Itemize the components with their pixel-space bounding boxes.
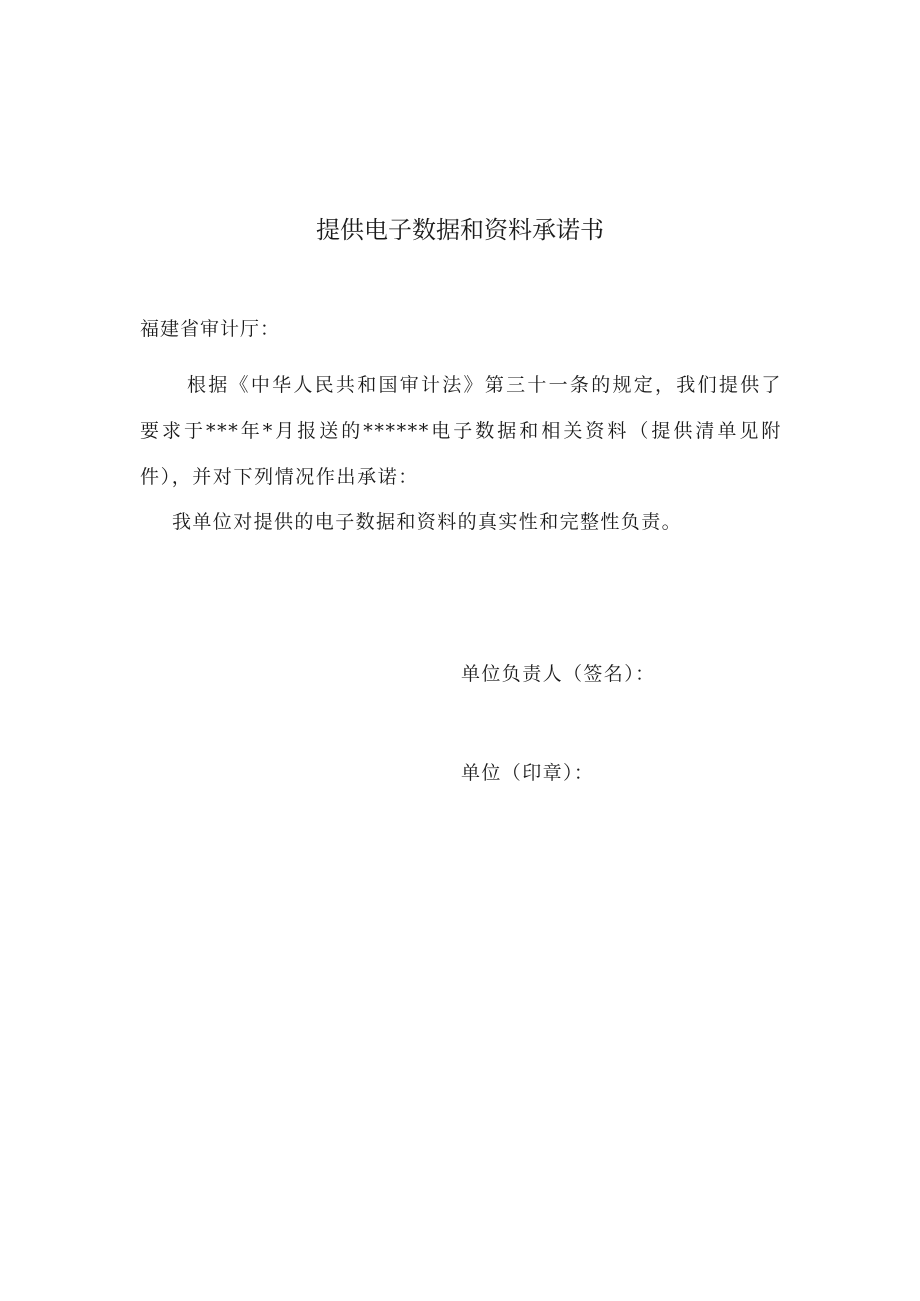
signature-seal-label: 单位（印章）： [461,762,595,784]
document-title: 提供电子数据和资料承诺书 [316,216,604,244]
body-paragraph-1: 根据《中华人民共和国审计法》第三十一条的规定，我们提供了要求于***年*月报送的******电子数据和相关资料（提供清单见附件），并对下列情况作出承诺： [140,374,782,488]
salutation: 福建省审计厅： [140,318,281,340]
signature-person-label: 单位负责人（签名）： [461,663,656,685]
body-paragraph-2: 我单位对提供的电子数据和资料的真实性和完整性负责。 [172,511,683,533]
